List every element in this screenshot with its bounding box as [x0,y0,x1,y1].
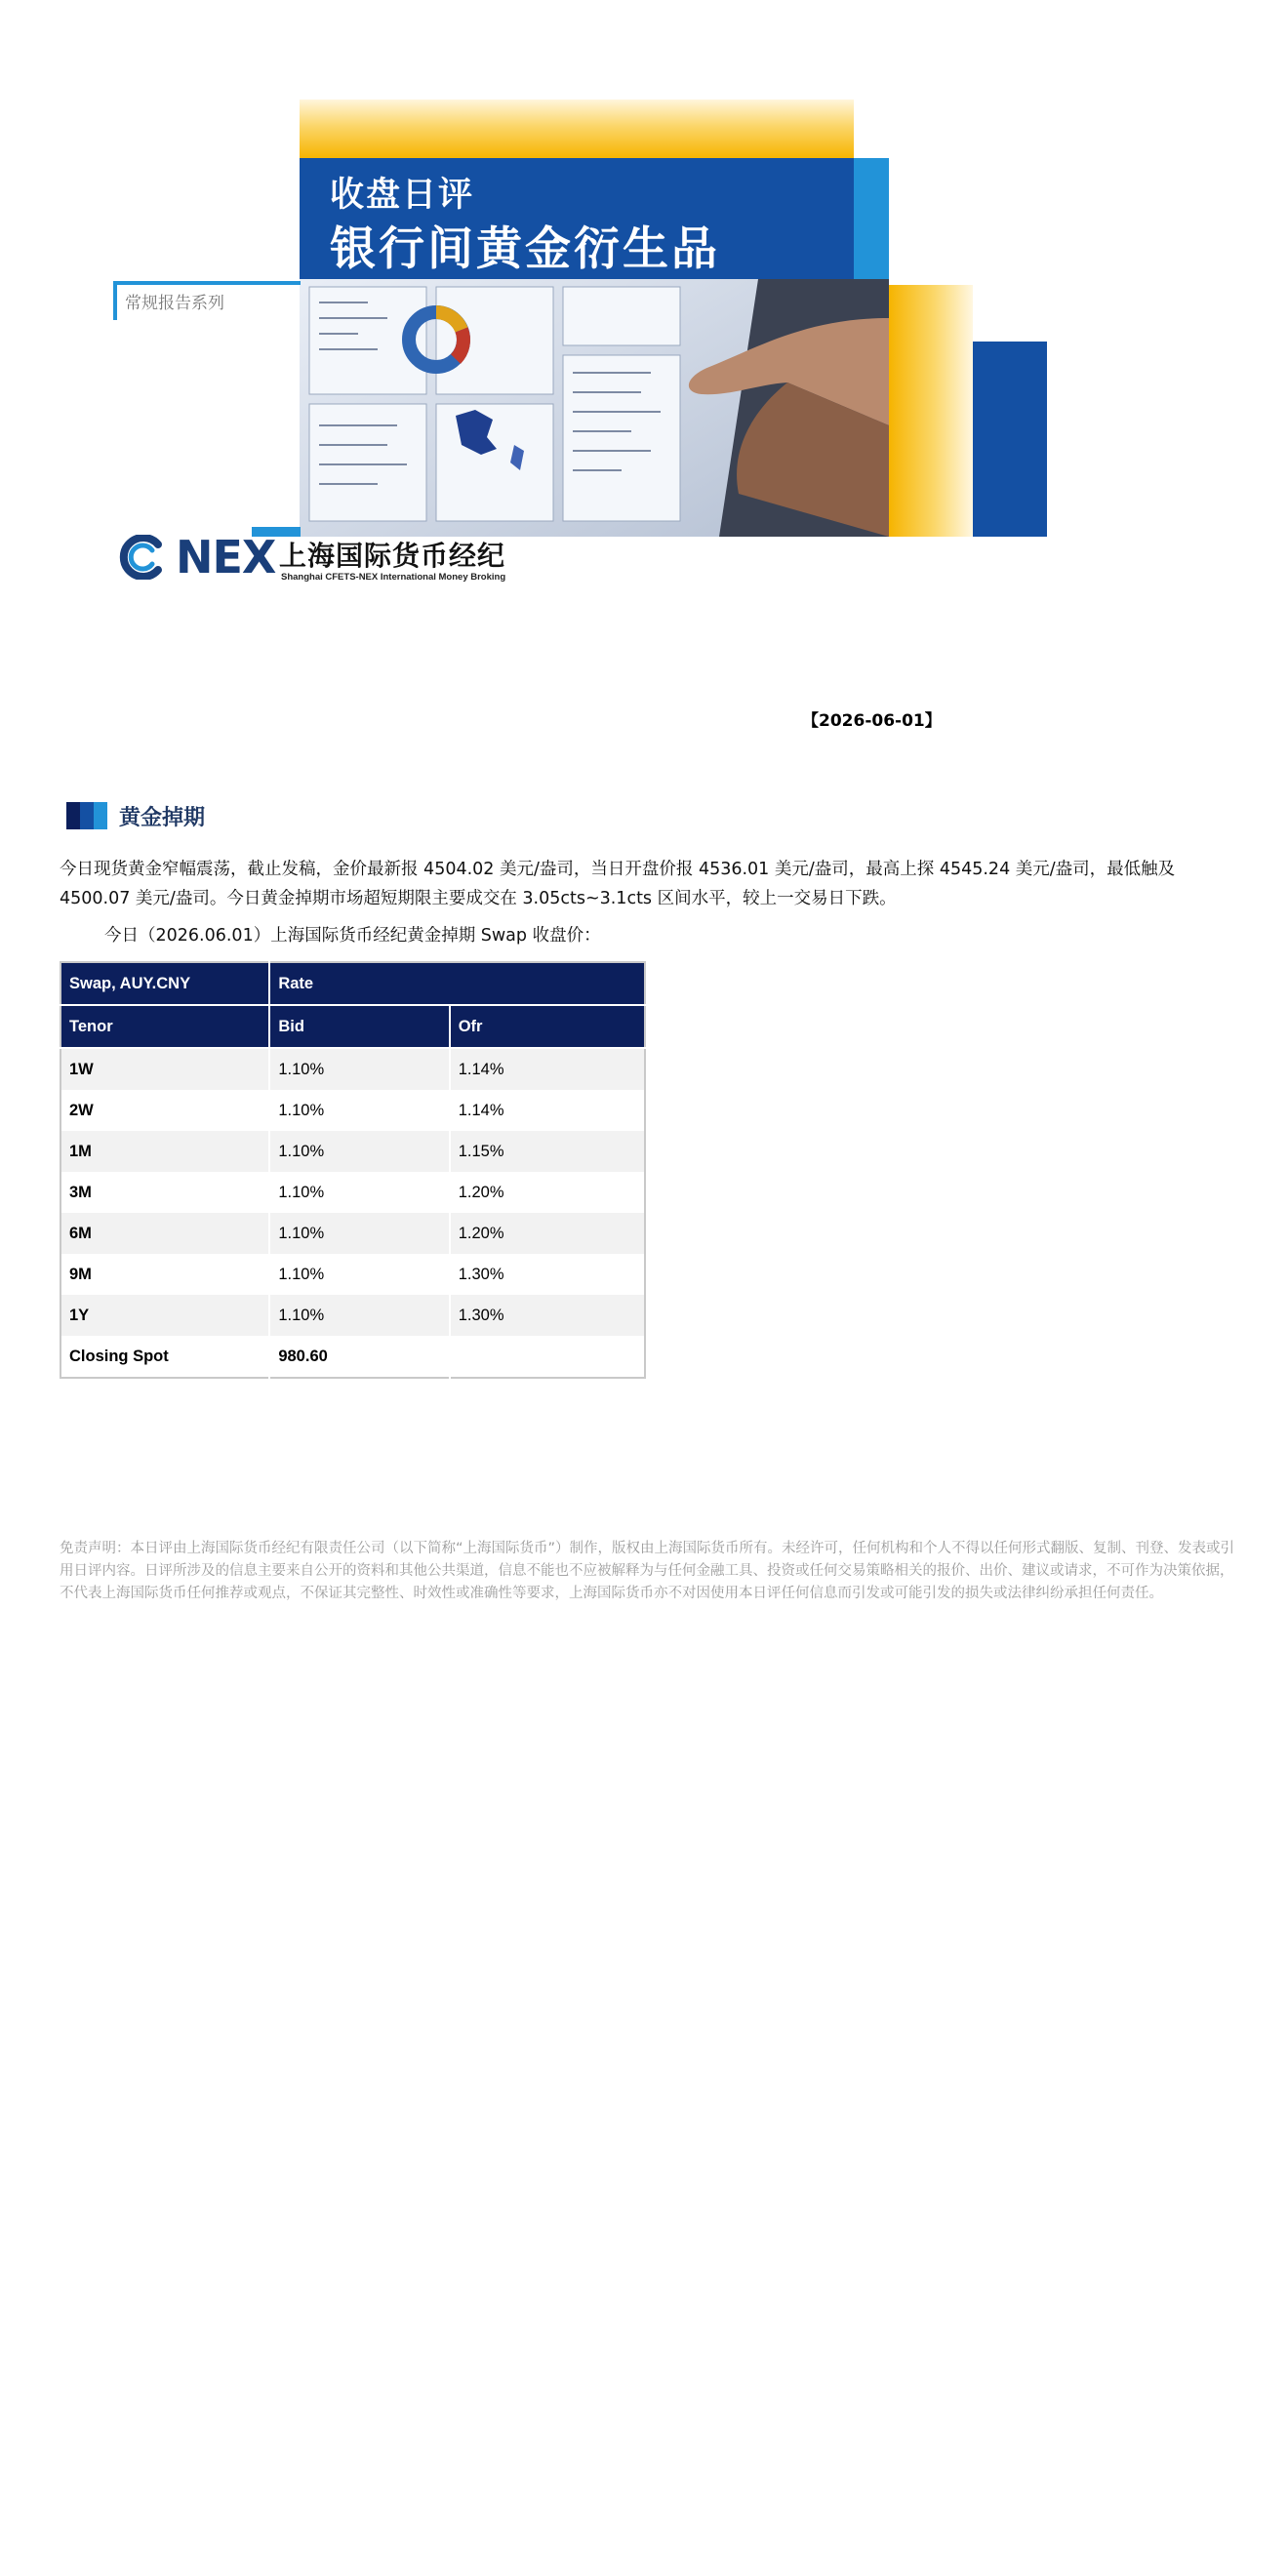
tenor-cell: 3M [60,1172,269,1213]
table-row [60,1048,645,1090]
ofr-cell: 1.30% [450,1254,645,1295]
report-series-label: 常规报告系列 [125,294,224,313]
tenor-cell: 1Y [60,1295,269,1336]
logo-name-en: Shanghai CFETS-NEX International Money Broking [281,572,506,583]
tenor-cell: 1W [60,1048,269,1090]
header-bid: Bid [269,1005,449,1048]
bid-cell: 1.10% [269,1172,449,1213]
bid-cell: 1.10% [269,1131,449,1172]
header-tenor: Tenor [60,1005,269,1048]
closing-spot-value: 980.60 [269,1336,449,1378]
report-date: 【2026-06-01】 [802,711,942,731]
blue-side-block [973,342,1047,537]
empty-cell [450,1336,645,1378]
cover-title-line1: 收盘日评 [330,176,475,215]
ofr-cell: 1.15% [450,1131,645,1172]
tenor-cell: 2W [60,1090,269,1131]
table-header-row [60,962,645,1005]
bid-cell: 1.10% [269,1090,449,1131]
section-title: 黄金掉期 [119,806,206,830]
header-instrument: Swap, AUY.CNY [60,962,269,1005]
table-row [60,1254,645,1295]
title-banner-accent [854,158,889,279]
bid-cell: 1.10% [269,1048,449,1090]
series-marker [113,281,117,320]
ofr-cell: 1.14% [450,1048,645,1090]
ofr-cell: 1.20% [450,1213,645,1254]
table-row [60,1295,645,1336]
logo-name-cn: 上海国际货币经纪 [279,540,506,572]
tenor-cell: 1M [60,1131,269,1172]
cover-title-line2: 银行间黄金衍生品 [330,222,720,276]
section-bars-icon [66,802,109,829]
closing-spot-row [60,1336,645,1378]
bid-cell: 1.10% [269,1254,449,1295]
ofr-cell: 1.30% [450,1295,645,1336]
bid-cell: 1.10% [269,1213,449,1254]
market-summary: 今日现货黄金窄幅震荡，截止发稿，金价最新报 4504.02 美元/盎司，当日开盘价报 4536.01 美元/盎司，最高上探 4545.24 美元/盎司，最低触及 4500.07 美元/盎司。今日黄金掉期市场超短期限主要成交在 3.05cts~3.1cts 区间水平，较上一交易日下跌。 [60,860,1176,908]
header-ofr: Ofr [450,1005,645,1048]
table-intro: 今日（2026.06.01）上海国际货币经纪黄金掉期 Swap 收盘价： [104,926,601,946]
header-rate: Rate [269,962,645,1005]
tenor-cell: 6M [60,1213,269,1254]
swap-rate-table [60,961,646,1379]
table-row [60,1090,645,1131]
tablet-dashboard-illustration [300,279,889,537]
table-row [60,1172,645,1213]
cover-photo [300,279,889,537]
disclaimer: 免责声明：本日评由上海国际货币经纪有限责任公司（以下简称“上海国际货币”）制作，版权由上海国际货币所有。未经许可，任何机构和个人不得以任何形式翻版、复制、刊登、发表或引用日评内容。日评所涉及的信息主要来自公开的资料和其他公共渠道，信息不能也不应被解释为与任何金融工具、投资或任何交易策略相关的报价、出价、建议或请求，不可作为决策依据，不代表上海国际货币任何推荐或观点，不保证其完整性、时效性或准确性等要求，上海国际货币亦不对因使用本日评任何信息而引发或可能引发的损失或法律纠纷承担任何责任。 [60,1541,1235,1601]
logo-brand: NEX [176,531,276,584]
tenor-cell: 9M [60,1254,269,1295]
table-subheader-row [60,1005,645,1048]
company-logo [119,531,506,585]
bid-cell: 1.10% [269,1295,449,1336]
table-row [60,1213,645,1254]
closing-spot-label: Closing Spot [60,1336,269,1378]
ofr-cell: 1.14% [450,1090,645,1131]
ofr-cell: 1.20% [450,1172,645,1213]
gold-banner-strip [300,100,854,158]
gold-side-block [889,285,973,537]
table-row [60,1131,645,1172]
series-rule [113,281,301,285]
nex-swoosh-icon [119,535,164,580]
